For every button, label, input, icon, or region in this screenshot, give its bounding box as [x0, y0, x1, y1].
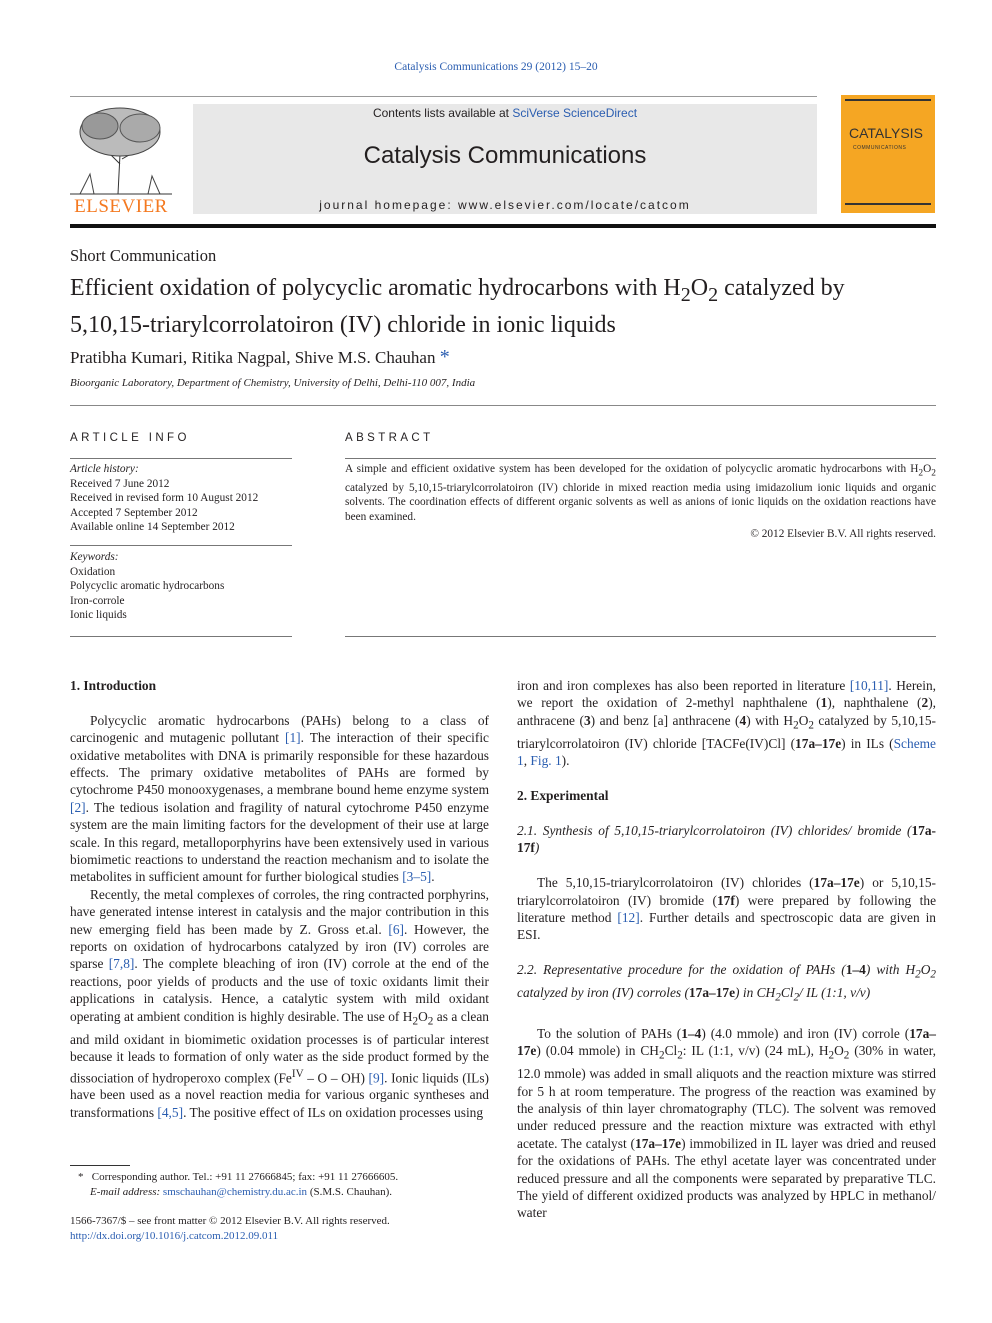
journal-homepage [193, 198, 817, 212]
journal-cover-thumbnail [841, 95, 935, 213]
contents-line [193, 106, 817, 120]
journal-citation[interactable]: Catalysis Communications 29 (2012) 15–20 [394, 61, 598, 73]
intro-paragraph-1: Polycyclic aromatic hydrocarbons (PAHs) belong to a class of carcinogenic and mutagenic pollutant [1]. The interaction of their specific oxidative metabolites with DNA is primarily responsible for these hazardous effects. The primary oxidative metabolites of PAHs are formed by cytochrome P450 monooxygenases, a membrane bound heme enzyme system [2]. The tedious isolation and fragility of natural cytochrome P450 enzyme system are the main limiting factors for the development of their use at large scale. In this regard, metalloporphyrins have been extensively used in various biomimetic reactions to understand the reaction mechanism and to isolate the metabolites in sufficient amount for further biological studies [3–5]. [70, 712, 489, 885]
history-item: Accepted 7 September 2012 [70, 506, 198, 519]
footnote-mark: * [78, 1171, 84, 1183]
doi-link[interactable]: http://dx.doi.org/10.1016/j.catcom.2012.09.011 [70, 1230, 279, 1242]
footnote-text: Corresponding author. Tel.: +91 11 27666845; fax: +91 11 27666605. [91, 1171, 399, 1183]
cover-subtitle: COMMUNICATIONS [853, 145, 907, 151]
body-left-column [70, 677, 489, 1121]
intro-paragraph-3: iron and iron complexes has also been reported in literature [10,11]. Herein, we report the oxidation of 2-methyl naphthalene (1), naphthalene (2), anthracene (3) and benz [a] anthracene (4) with $H_2O_2$ catalyzed by 5,10,15-triarylcorrolatoiron (IV) chloride [TACFe(IV)Cl] (17a–17e) in ILs (Scheme 1, Fig. 1). [517, 678, 937, 769]
article-info-rule [70, 636, 292, 637]
article-history [70, 462, 292, 535]
title-part: Efficient oxidation of polycyclic aromatic hydrocarbons with H [70, 275, 681, 301]
journal-name: Catalysis Communications [363, 142, 647, 169]
cover-title: CATALYSIS [849, 125, 923, 141]
title-part: O [690, 275, 709, 301]
procedure-paragraph: To the solution of PAHs (1–4) (4.0 mmole) and iron (IV) corrole (17a–17e) (0.04 mmole) in $CH_2Cl_2$: IL (1:1, v/v) (24 mL), $H_2O_2$ (30% in water, 12.0 mmole) was added in small aliquots and the reaction mixture was stirred for 5 h at room temperature. The progress of the reaction was examined by the analysis of thin layer chromatography (TLC). The solvent was removed under reduced pressure and the reaction mixture was extracted with ethyl acetate. The catalyst (17a–17e) immobilized in IL layer was dried and reused for the oxidations of PAHs. The ethyl acetate layer was concentrated under reduced pressure and all the components were separated by preparative TLC. The yield of different oxidized products was analyzed by HPLC in methanol/ water [517, 1025, 937, 1221]
abstract-rule [345, 458, 936, 459]
email-label: E-mail address: [90, 1186, 163, 1198]
email-suffix: (S.M.S. Chauhan). [307, 1186, 393, 1198]
keyword: Oxidation [70, 565, 116, 578]
keywords [70, 550, 292, 623]
subsection-2-2-heading: 2.2. Representative procedure for the oxidation of PAHs (1–4) with $H_2O_2$ catalyzed by iron (IV) corroles (17a–17e) in $CH_2Cl_2/$ IL (1:1, v/v) [517, 962, 936, 1004]
issn-line: 1566-7367/$ – see front matter © 2012 Elsevier B.V. All rights reserved. [70, 1215, 390, 1227]
history-label: Article history: [70, 463, 139, 475]
synthesis-paragraph: The 5,10,15-triarylcorrolatoiron (IV) chlorides (17a–17e) or 5,10,15-triarylcorrolatoiron (IV) bromide (17f) were prepared by following the literature method [12]. Further details and spectroscopic data are given in ESI. [517, 875, 937, 943]
ref-link[interactable]: [7,8] [108, 956, 135, 972]
title-line-2: 5,10,15-triarylcorrolatoiron (IV) chloride in ionic liquids [70, 311, 616, 338]
article-type: Short Communication [70, 246, 217, 265]
homepage-url[interactable]: www.elsevier.com/locate/catcom [458, 198, 691, 212]
copyright: © 2012 Elsevier B.V. All rights reserved. [750, 528, 936, 540]
title-part: catalyzed by [718, 275, 845, 301]
article-info-heading: ARTICLE INFO [70, 432, 190, 444]
article-info-rule [70, 545, 292, 546]
experimental-heading: 2. Experimental [517, 788, 609, 804]
history-item: Received in revised form 10 August 2012 [70, 492, 259, 505]
figure-link[interactable]: Fig. 1 [530, 753, 562, 769]
authors: Pratibha Kumari, Ritika Nagpal, Shive M.S. Chauhan [70, 348, 436, 367]
footnote [70, 1170, 489, 1200]
keyword: Ionic liquids [70, 609, 127, 622]
affiliation: Bioorganic Laboratory, Department of Chemistry, University of Delhi, Delhi-110 007, India [70, 377, 476, 389]
ref-link[interactable]: [2] [70, 799, 86, 815]
abstract-heading: ABSTRACT [345, 432, 434, 444]
ref-link[interactable]: [1] [285, 730, 301, 746]
ref-link[interactable]: [3–5] [402, 869, 432, 885]
author-list [70, 346, 450, 369]
cover-rule [845, 99, 931, 101]
history-item: Available online 14 September 2012 [70, 521, 235, 534]
cover-bottom-rule [845, 203, 931, 205]
footnote-rule [70, 1165, 130, 1166]
title-subscript: 2 [680, 283, 691, 306]
article-info-rule [70, 458, 292, 459]
ref-link[interactable]: [10,11] [849, 678, 889, 693]
tree-icon [70, 104, 172, 196]
ref-link[interactable]: [4,5] [157, 1104, 184, 1120]
article-title [70, 273, 936, 340]
ref-link[interactable]: [6] [388, 921, 405, 937]
keyword: Iron-corrole [70, 594, 125, 607]
header-thick-rule [70, 224, 936, 228]
history-item: Received 7 June 2012 [70, 477, 170, 490]
header-thin-rule [70, 96, 817, 97]
ref-link[interactable]: [12] [617, 909, 640, 925]
abstract-text: A simple and efficient oxidative system has been developed for the oxidation of polycyclic aromatic hydrocarbons with $H_2O_2$ catalyzed by 5,10,15-triarylcorrolatoiron (IV) chloride in mixed reaction media using imidazolium ionic liquids and organic solvents. The coordination effects of different organic solvents as well as anions of ionic liquids on the oxidation reactions have been examined. [345, 463, 936, 524]
elsevier-logo-text: ELSEVIER [74, 196, 168, 217]
subsection-2-1-heading: 2.1. Synthesis of 5,10,15-triarylcorrolatoiron (IV) chlorides/ bromide (17a-17f) [517, 822, 936, 856]
scheme-link[interactable]: Scheme 1 [517, 735, 936, 769]
contents-prefix: Contents lists available at [372, 106, 513, 120]
head-rule [70, 405, 936, 406]
intro-paragraph-2: Recently, the metal complexes of corroles, the ring contracted porphyrins, have generated intense interest in catalysis and the major contribution in this new emerging field has been made by Z. Gross et.al. [6]. However, the reports on oxidation of hydrocarbons catalyzed by iron (IV) corroles are sparse [7,8]. The complete bleaching of iron (IV) corrole at the end of the reactions, poor yields of products and the use of toxic oxidants limit their applications in catalysis. Hence, a catalytic system with mild oxidant operating at ambient condition is highly desirable. The use of $H_2O_2$ as a clean and mild oxidant in biomimetic oxidation processes is of particular interest because it leads to formation of only water as the side product formed by the dissociation of hydroperoxo complex ($Fe^{IV}$ – O – OH) [9]. Ionic liquids (ILs) have been used as a novel reaction media for various organic syntheses and transformations [4,5]. The positive effect of ILs on oxidation processes using [70, 886, 489, 1120]
keywords-label: Keywords: [70, 551, 119, 563]
body-right-column [517, 677, 936, 1222]
ref-link[interactable]: [9] [368, 1070, 385, 1086]
sciencedirect-link[interactable]: SciVerse ScienceDirect [512, 106, 638, 120]
homepage-prefix: journal homepage: [319, 198, 458, 212]
email-link[interactable]: smschauhan@chemistry.du.ac.in [162, 1186, 308, 1198]
title-subscript: 2 [708, 283, 719, 306]
abstract-rule [345, 636, 936, 637]
corresponding-author-mark[interactable]: * [439, 346, 450, 368]
front-matter [70, 1214, 489, 1244]
introduction-heading: 1. Introduction [70, 678, 157, 693]
keyword: Polycyclic aromatic hydrocarbons [70, 580, 225, 593]
